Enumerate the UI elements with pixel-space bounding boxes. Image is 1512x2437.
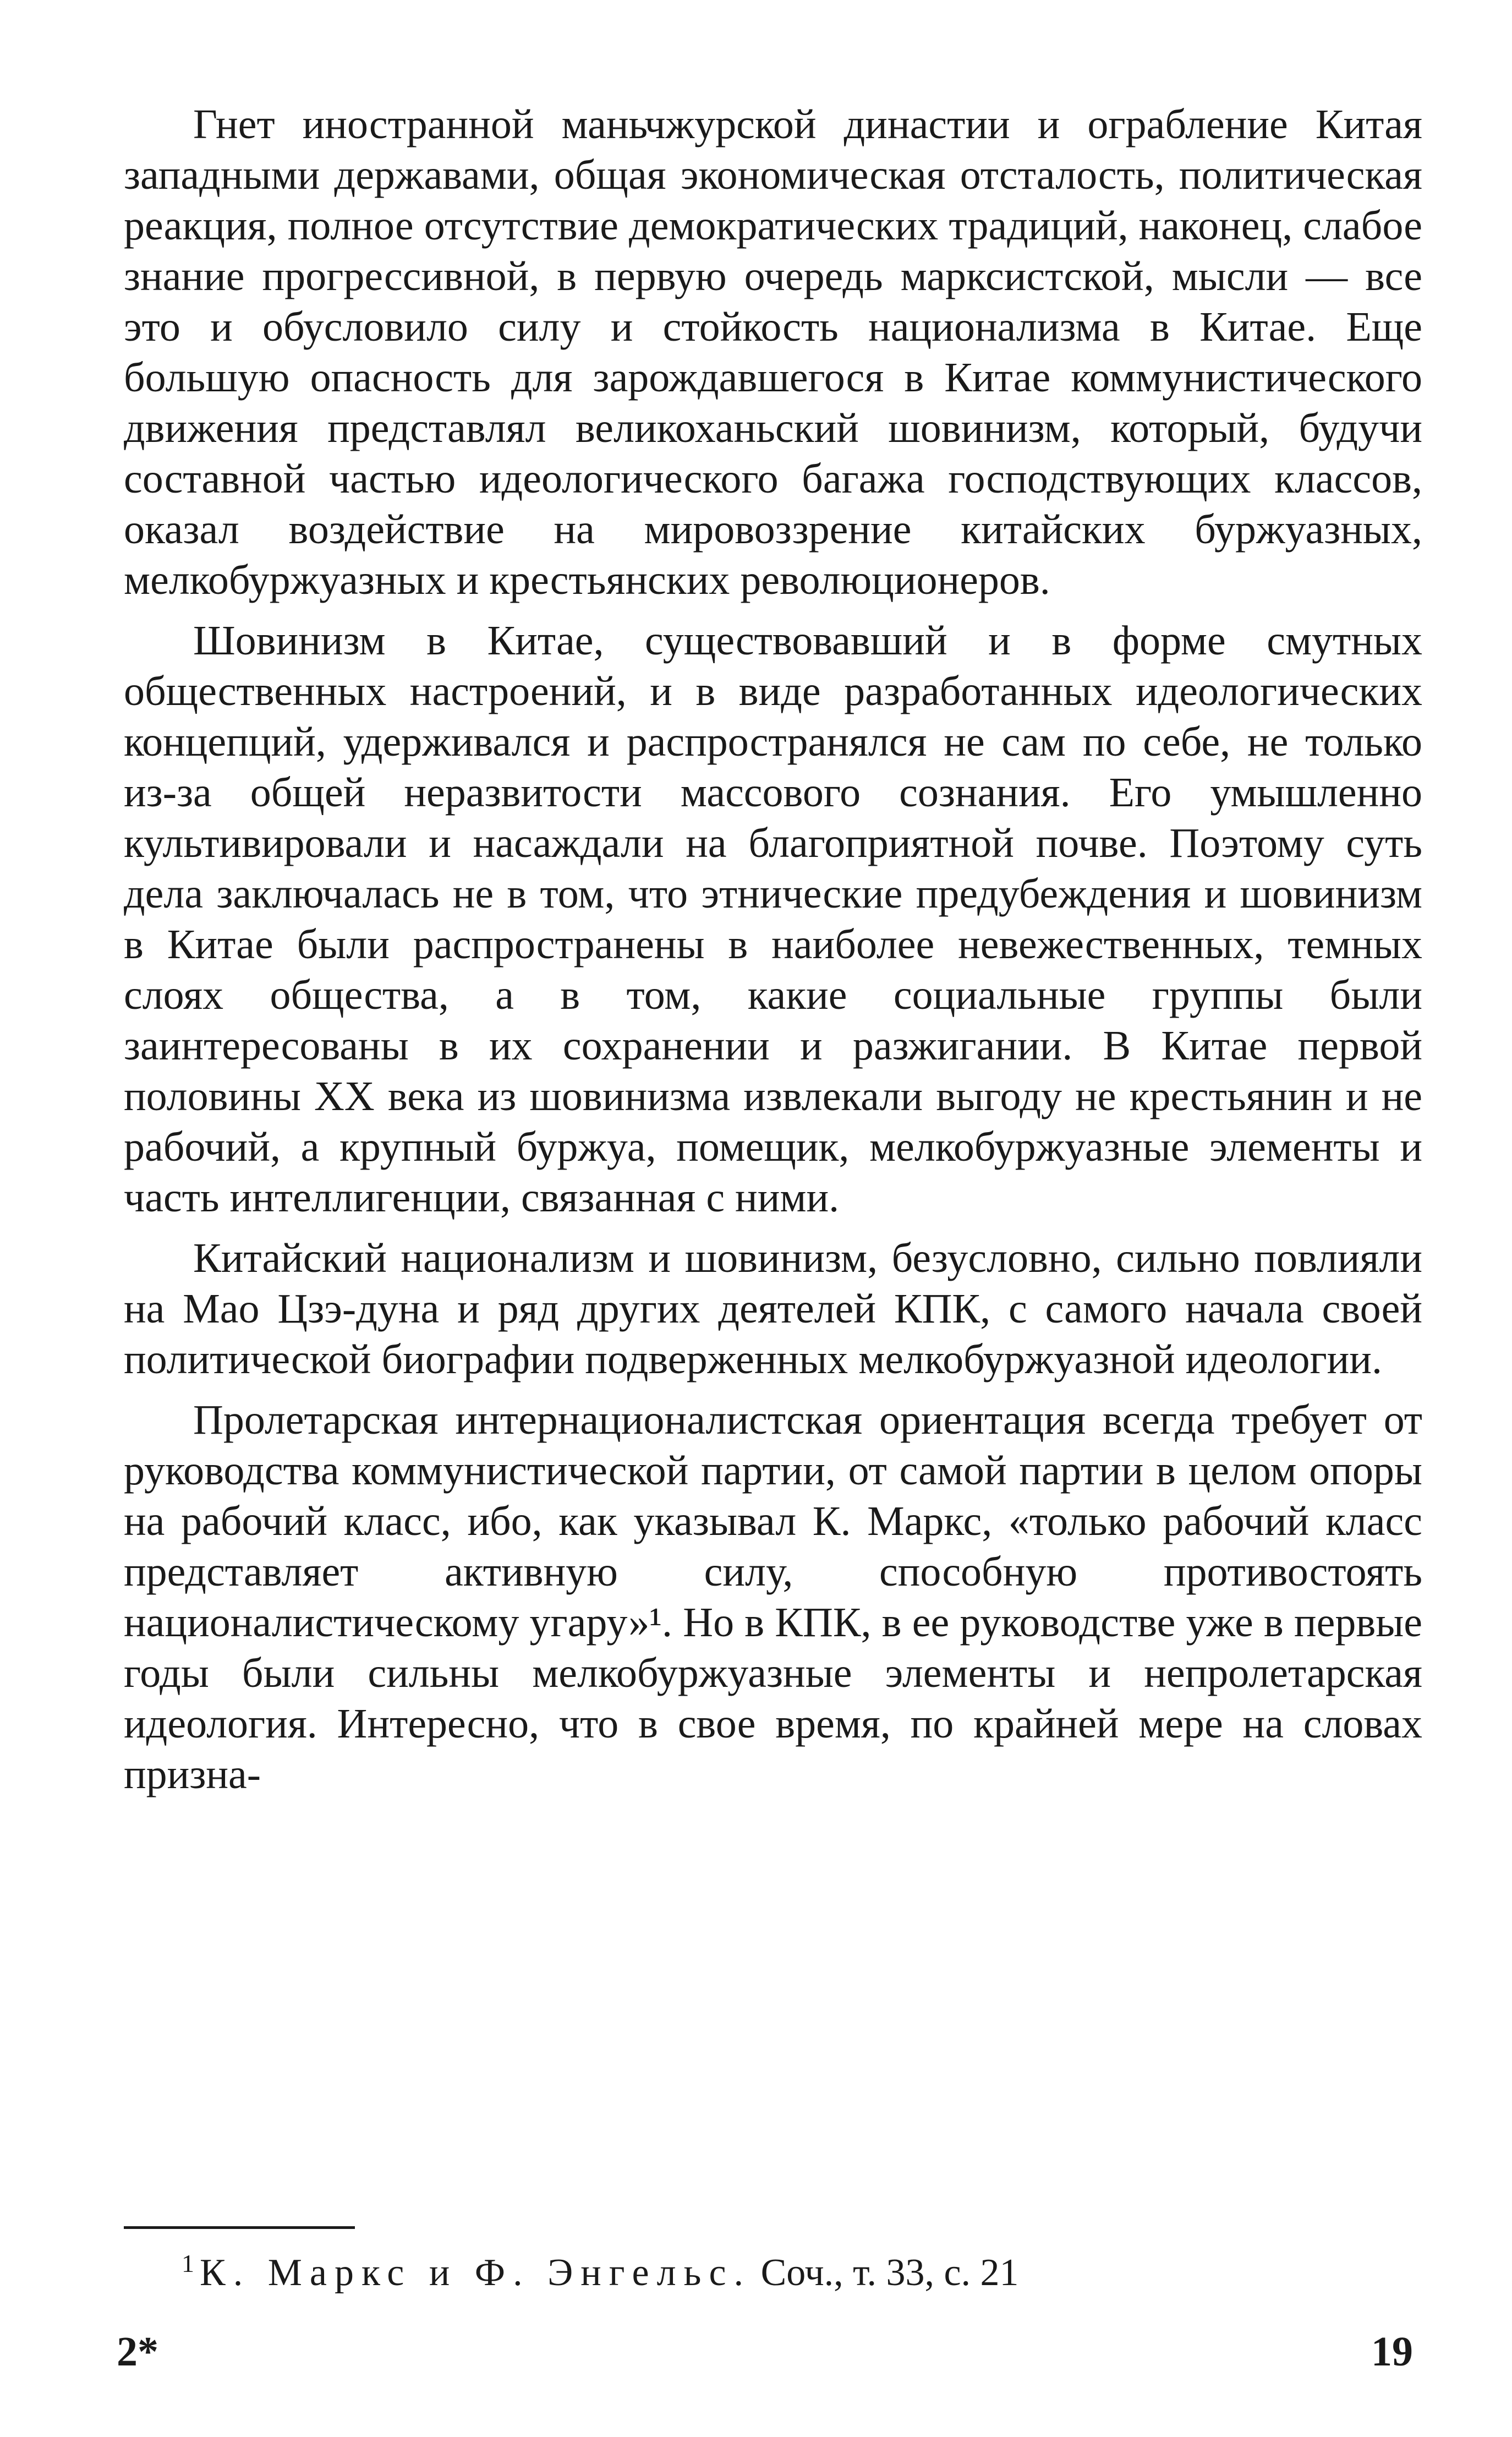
footnote-source: Соч., т. 33, с. 21 — [760, 2252, 1019, 2294]
paragraph-2: Шовинизм в Китае, существовавший и в форме смутных общественных настроений, и в виде разработанных идеологических концепций, удерживался и распространялся не сам по себе, не только из-за общей неразвитости массового сознания. Его умышленно культивировали и насаждали на благоприятной почве. Поэтому суть дела заключалась не в том, что этнические предубеждения и шовинизм в Китае были распространены в наиболее невежественных, темных слоях общества, а в том, какие социальные группы были заинтересованы в их сохранении и разжигании. В Китае первой половины XX века из шовинизма извлекали выгоду не крестьянин и не рабочий, а крупный буржуа, помещик, мелкобуржуазные элементы и часть интеллигенции, связанная с ними. — [124, 618, 1422, 1221]
paragraph-4: Пролетарская интернационалистская ориентация всегда требует от руководства коммунистической партии, от самой партии в целом опоры на рабочий класс, ибо, как указывал К. Маркс, «только рабочий класс представляет активную силу, способную противостоять националистическому угару»¹. Но в КПК, в ее руководстве уже в первые годы были сильны мелкобуржуазные элементы и непролетарская идеология. Интересно, что в свое время, по крайней мере на словах призна- — [124, 1397, 1422, 1797]
body-text — [124, 99, 1422, 1800]
footnote-authors: К. Маркс и Ф. Энгельс. — [200, 2252, 752, 2294]
footnote-divider — [124, 2226, 355, 2229]
signature-mark: 2* — [117, 2329, 158, 2375]
page-number: 19 — [1371, 2329, 1413, 2375]
paragraph-1: Гнет иностранной маньчжурской династии и ограбление Китая западными державами, общая экономическая отсталость, политическая реакция, полное отсутствие демократических традиций, наконец, слабое знание прогрессивной, в первую очередь марксистской, мысли — все это и обусловило силу и стойкость национализма в Китае. Еще большую опасность для зарождавшегося в Китае коммунистического движения представлял великоханьский шовинизм, который, будучи составной частью идеологического багажа господствующих классов, оказал воздействие на мировоззрение китайских буржуазных, мелкобуржуазных и крестьянских революционеров. — [124, 101, 1422, 603]
paragraph-3: Китайский национализм и шовинизм, безусловно, сильно повлияли на Мао Цзэ-дуна и ряд других деятелей КПК, с самого начала своей политической биографии подверженных мелкобуржуазной идеологии. — [124, 1235, 1422, 1383]
footnote-marker: 1 — [182, 2249, 194, 2277]
footnote — [182, 2248, 1019, 2298]
